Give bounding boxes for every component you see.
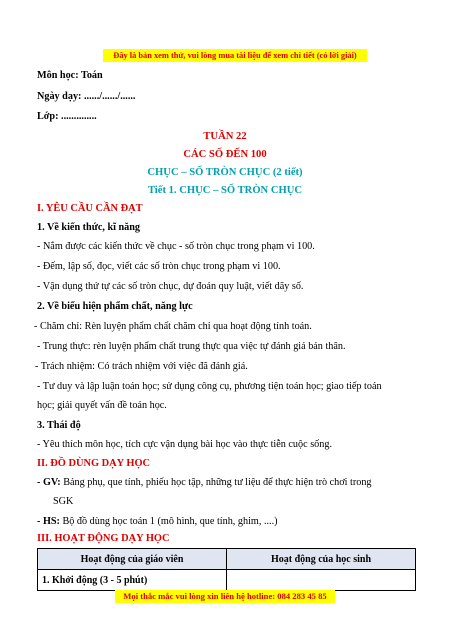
table-row [38,570,416,591]
hotline-footer: Mọi thắc mắc vui lòng xin liên hệ hotline: 084 283 45 85 [115,590,335,603]
preview-notice: Đây là bản xem thử, vui lòng mua tài liệu để xem chi tiết (có lời giải) [103,49,367,62]
attitude-item: - Yêu thích môn học, tích cực vận dụng bài học vào thực tiễn cuộc sống. [37,439,332,450]
section-2-heading: II. ĐỒ DÙNG DẠY HỌC [37,458,151,469]
topic-title: CÁC SỐ ĐẾN 100 [183,149,267,160]
empty-cell [227,570,416,591]
week-title: TUẦN 22 [203,131,247,142]
date-line: Ngày dạy: ....../....../...... [37,91,136,102]
activity-table [37,548,416,591]
lesson-title: Tiết 1. CHỤC – SỐ TRÒN CHỤC [147,185,303,196]
quality-item: - Chăm chỉ: Rèn luyện phẩm chất chăm chỉ qua hoạt động tính toán. [34,321,312,332]
subtopic-title: CHỤC – SỐ TRÒN CHỤC (2 tiết) [147,167,303,178]
student-materials-text: Bộ đồ dùng học toán 1 (mô hình, que tính, ghim, ....) [59,516,278,527]
table-header-row [38,549,416,570]
student-column-header: Hoạt động của học sinh [227,549,416,570]
section-3-heading: III. HOẠT ĐỘNG DẠY HỌC [37,533,170,544]
teacher-column-header: Hoạt động của giáo viên [38,549,227,570]
teacher-materials [37,476,372,489]
subsection-attitude: 3. Thái độ [37,420,81,431]
teacher-label: - GV: [37,477,61,488]
knowledge-item: - Nắm được các kiến thức về chục - số tròn chục trong phạm vi 100. [37,241,315,252]
subsection-qualities: 2. Về biểu hiện phẩm chất, năng lực [37,301,193,312]
subsection-knowledge: 1. Về kiến thức, kĩ năng [37,222,141,233]
teacher-materials-cont: SGK [53,496,74,507]
teacher-materials-text: Bảng phụ, que tính, phiếu học tập, những tư liệu để thực hiện trò chơi trong [60,477,372,488]
section-1-heading: I. YÊU CẦU CẦN ĐẠT [37,203,143,214]
student-label: - HS: [37,516,60,527]
knowledge-item: - Vận dụng thứ tự các số tròn chục, dự đoán quy luật, viết dãy số. [37,281,304,292]
quality-item: - Trung thực: rèn luyện phẩm chất trung thực qua việc tự đánh giá bản thân. [37,341,346,352]
class-line: Lớp: .............. [37,111,97,122]
quality-item: học; giải quyết vấn đề toán học. [37,400,167,411]
student-materials [37,515,278,528]
knowledge-item: - Đếm, lập số, đọc, viết các số tròn chục trong phạm vi 100. [37,261,281,272]
quality-item: - Tư duy và lập luận toán học; sử dụng công cụ, phương tiện toán học; giao tiếp toán [37,381,382,392]
warmup-cell: 1. Khởi động (3 - 5 phút) [38,570,227,591]
quality-item: - Trách nhiệm: Có trách nhiệm với việc đã đánh giá. [35,361,248,372]
subject-line: Môn học: Toán [37,70,103,81]
